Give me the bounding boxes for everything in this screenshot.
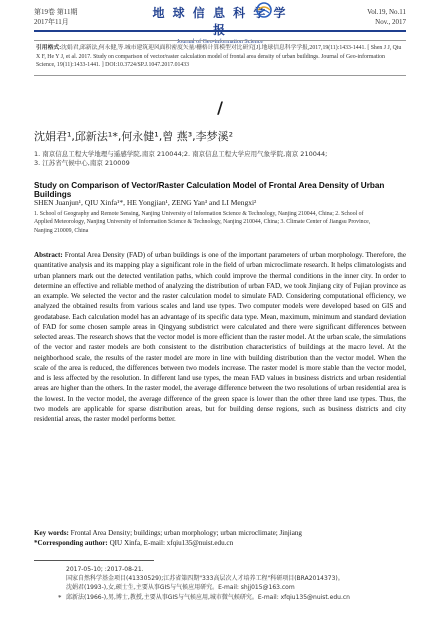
footnote-dates: 2017-05-10; :2017-08-21. [66,566,144,573]
date-line-cn: 2017年11月 [34,18,69,26]
volume-line-en: Vol.19, No.11 [367,8,406,16]
journal-title-en: Journal of Geo-information Science [176,39,264,45]
header-divider [34,30,406,32]
journal-logo-icon [255,1,273,19]
footnote-divider [34,560,154,561]
footnote-corresponding: 邱新法(1966-),男,博士,教授,主要从事GIS与气候应用,城市微气候研究。E-mail: xfqiu135@nuist.edu.cn [66,593,350,601]
footnotes [66,565,406,602]
keywords-text: Frontal Area Density; buildings; urban morphology; urban microclimate; Jinjiang [70,529,302,537]
affiliation-cn-line: 1. 南京信息工程大学地理与遥感学院,南京 210044;2. 南京信息工程大学应用气象学院,南京 210044; [34,150,328,158]
footnote-first-author: 沈娟君(1993-),女,硕士生,主要从事GIS与气候应用研究。E-mail: shjj015@163.com [66,584,295,592]
affiliations-en [34,210,414,235]
affiliation-en-line: Applied Meteorology, Nanjing University of Information Science & Technology, Nanjing 210044, China; 3. Climate Center of Jiangsu Province, [34,219,371,226]
volume-issue-en [367,7,406,27]
abstract-text: Frontal Area Density (FAD) of urban buildings is one of the important parameters of urban morphology. Therefore, the quantitative analysis and its mapping play a significant role in the field of urban microclimate research. It helps climatologists and urban planners mark out the detected ventilation paths, which could improve the thermal conditions in the inner city. In order to determine an effective and reliable method of analyzing the distribution of urban FAD, we took Jinjiang city of Fujian province as an example. We selected the vector and the raster calculation model to simulate FAD. Considering computational efficiency, we analyzed the obtained results from various scales and land use types. Two computer models were developed based on GIS and geodatabase. Each calculation model has an advantage of its specific data type. Mean, maximum, minimum and standard deviation of FAD for some chosen sample areas in Qingyang subdistrict were calculated and there were significant differences between selected areas. The research shows that the vector model is more efficient than the raster model. At the urban scale, the simulations of the vector and raster models are both consistent to the distribution characteristics of buildings at the macro level. At the neighborhood scale, the results of the raster model are more in line with building distribution than the vector model. When the scale of the area is reduced, the differences between two models increase. The raster model is more stable than the vector model, and is less affected by the resolution. In different land use types, the mean FAD values in business districts and urban residential areas are higher than the others. In the raster model, the average difference between the two resolutions of urban residential area is the lowest. In the vector model, the average difference of the green space is lower than the other three land use types. Thus, the two models are applicable for sparse distribution areas, but for building dense regions, such as business districts and city residential areas, the raster model performs better. [34,251,406,423]
affiliations-cn [34,150,414,168]
affiliation-cn-line: 3. 江苏省气候中心,南京 210009 [34,159,130,167]
citation-text: 沈娟君,邱新法,何永健,等.城市建筑迎风面积密度矢量/栅格计算模型对比研究[J].地球信息科学学报,2017,19(11):1433-1441. [ Shen J J, Qiu X F, He Y J, et al. 2017. Study on comparison of vector/raster calculation model of frontal area density of urban buildings. Journal of Geo-information Science, 19(11):1433-1441. ] DOI:10.3724/SP.J.1047.2017.01433 [36,45,402,69]
date-line-en: Nov., 2017 [375,18,406,26]
volume-issue-line: 第19卷 第11期 [34,8,78,16]
volume-issue-cn [34,7,78,27]
journal-title-cn: 地 球 信 息 科 学 学 [152,6,288,20]
citation-box [34,40,406,76]
footnote-star: * [58,594,62,602]
citation-label: 引用格式: [36,45,62,51]
abstract [34,250,406,424]
keywords-label: Key words: [34,529,69,537]
authors-cn: 沈娟君¹,邱新法¹*,何永健¹,曾 燕³,李梦溪² [34,130,234,143]
footnote-funding: 国家自然科学基金项目(41330529);江苏省第四期"333高层次人才培养工程"科研项目(BRA2014373)。 [66,575,344,583]
paper-title-en: Study on Comparison of Vector/Raster Calculation Model of Frontal Area Density of Urban Buildings [34,181,385,199]
corresponding-text: QIU Xinfa, E-mail: xfqiu135@nuist.edu.cn [109,539,234,547]
keywords [34,528,406,538]
affiliation-en-line: Nanjing 210009, China [34,227,89,234]
abstract-label: Abstract: [34,251,63,259]
corresponding-label: *Corresponding author: [34,539,108,547]
paper-title-cn: / [217,98,223,117]
authors-en: SHEN Juanjun¹, QIU Xinfa¹*, HE Yongjian¹, ZENG Yan³ and LI Mengxi² [34,198,257,207]
corresponding-author [34,538,406,548]
affiliation-en-line: 1. School of Geography and Remote Sensing, Nanjing University of Information Science & Technology, Nanjing 210044, China; 2. School of [34,211,364,217]
